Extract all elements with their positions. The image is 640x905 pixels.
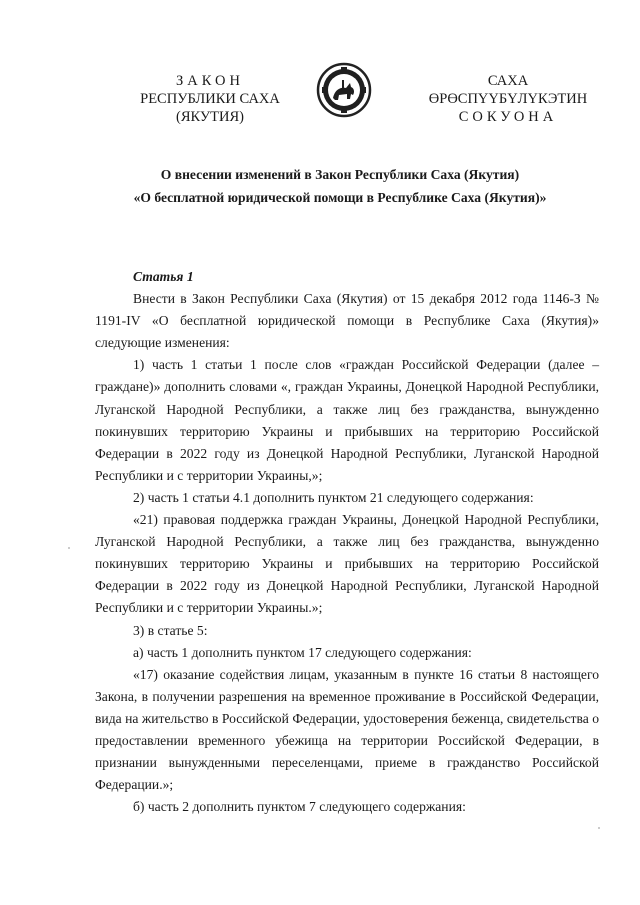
coat-of-arms-emblem-icon bbox=[316, 62, 372, 118]
scan-speck bbox=[68, 547, 70, 549]
paragraph: 3) в статье 5: bbox=[133, 622, 208, 638]
paragraph: «21) правовая поддержка граждан Украины, Донецкой Народной Республики, Луганской Народной Республики, а также лиц без гражданства, вынужденно покинувших территорию Украины и прибывших на территорию Российской Федерации в 2022 году из Донецкой Народной Республики, Луганской Народной Республики и с территории Украины.»; bbox=[95, 512, 599, 616]
header-left bbox=[110, 72, 310, 126]
paragraph: 1) часть 1 статьи 1 после слов «граждан Российской Федерации (далее – граждане)» дополнить словами «, граждан Украины, Донецкой Народной Республики, Луганской Народной Республики, а также лиц без гражданства, вынужденно покинувших территорию Украины и прибывших на территорию Российской Федерации в 2022 году из Донецкой Народной Республики, Луганской Народной Республики и с территории Украины,»; bbox=[95, 357, 599, 483]
article-body bbox=[95, 266, 599, 818]
paragraph: б) часть 2 дополнить пунктом 7 следующего содержания: bbox=[133, 799, 466, 815]
header-right bbox=[408, 72, 608, 126]
law-word: ЗАКОН bbox=[176, 73, 244, 89]
law-word-yakut: СОКУОНА bbox=[458, 109, 558, 125]
republic-name-yakut: САХА ӨРӨСПҮҮБҮЛҮКЭТИН bbox=[428, 73, 588, 107]
document-title bbox=[60, 163, 620, 209]
title-line-1: О внесении изменений в Закон Республики Саха (Якутия) bbox=[160, 167, 520, 182]
scan-speck bbox=[598, 827, 600, 829]
paragraph: 2) часть 1 статьи 4.1 дополнить пунктом 21 следующего содержания: bbox=[133, 489, 534, 505]
republic-name: РЕСПУБЛИКИ САХА (ЯКУТИЯ) bbox=[140, 91, 280, 125]
paragraph: а) часть 1 дополнить пунктом 17 следующего содержания: bbox=[133, 644, 472, 660]
article-heading: Статья 1 bbox=[133, 269, 194, 284]
title-line-2: «О бесплатной юридической помощи в Республике Саха (Якутия)» bbox=[133, 190, 547, 205]
paragraph: Внести в Закон Республики Саха (Якутия) от 15 декабря 2012 года 1146-З № 1191-IV «О бесплатной юридической помощи в Республике Саха (Якутия)» следующие изменения: bbox=[95, 291, 599, 351]
paragraph: «17) оказание содействия лицам, указанным в пункте 16 статьи 8 настоящего Закона, в получении разрешения на временное проживание в Российской Федерации, вида на жительство в Российской Федерации, удостоверения беженца, свидетельства о предоставлении временного убежища на территории Российской Федерации, в признании вынужденными переселенцами, приеме в гражданство Российской Федерации.»; bbox=[95, 666, 599, 793]
